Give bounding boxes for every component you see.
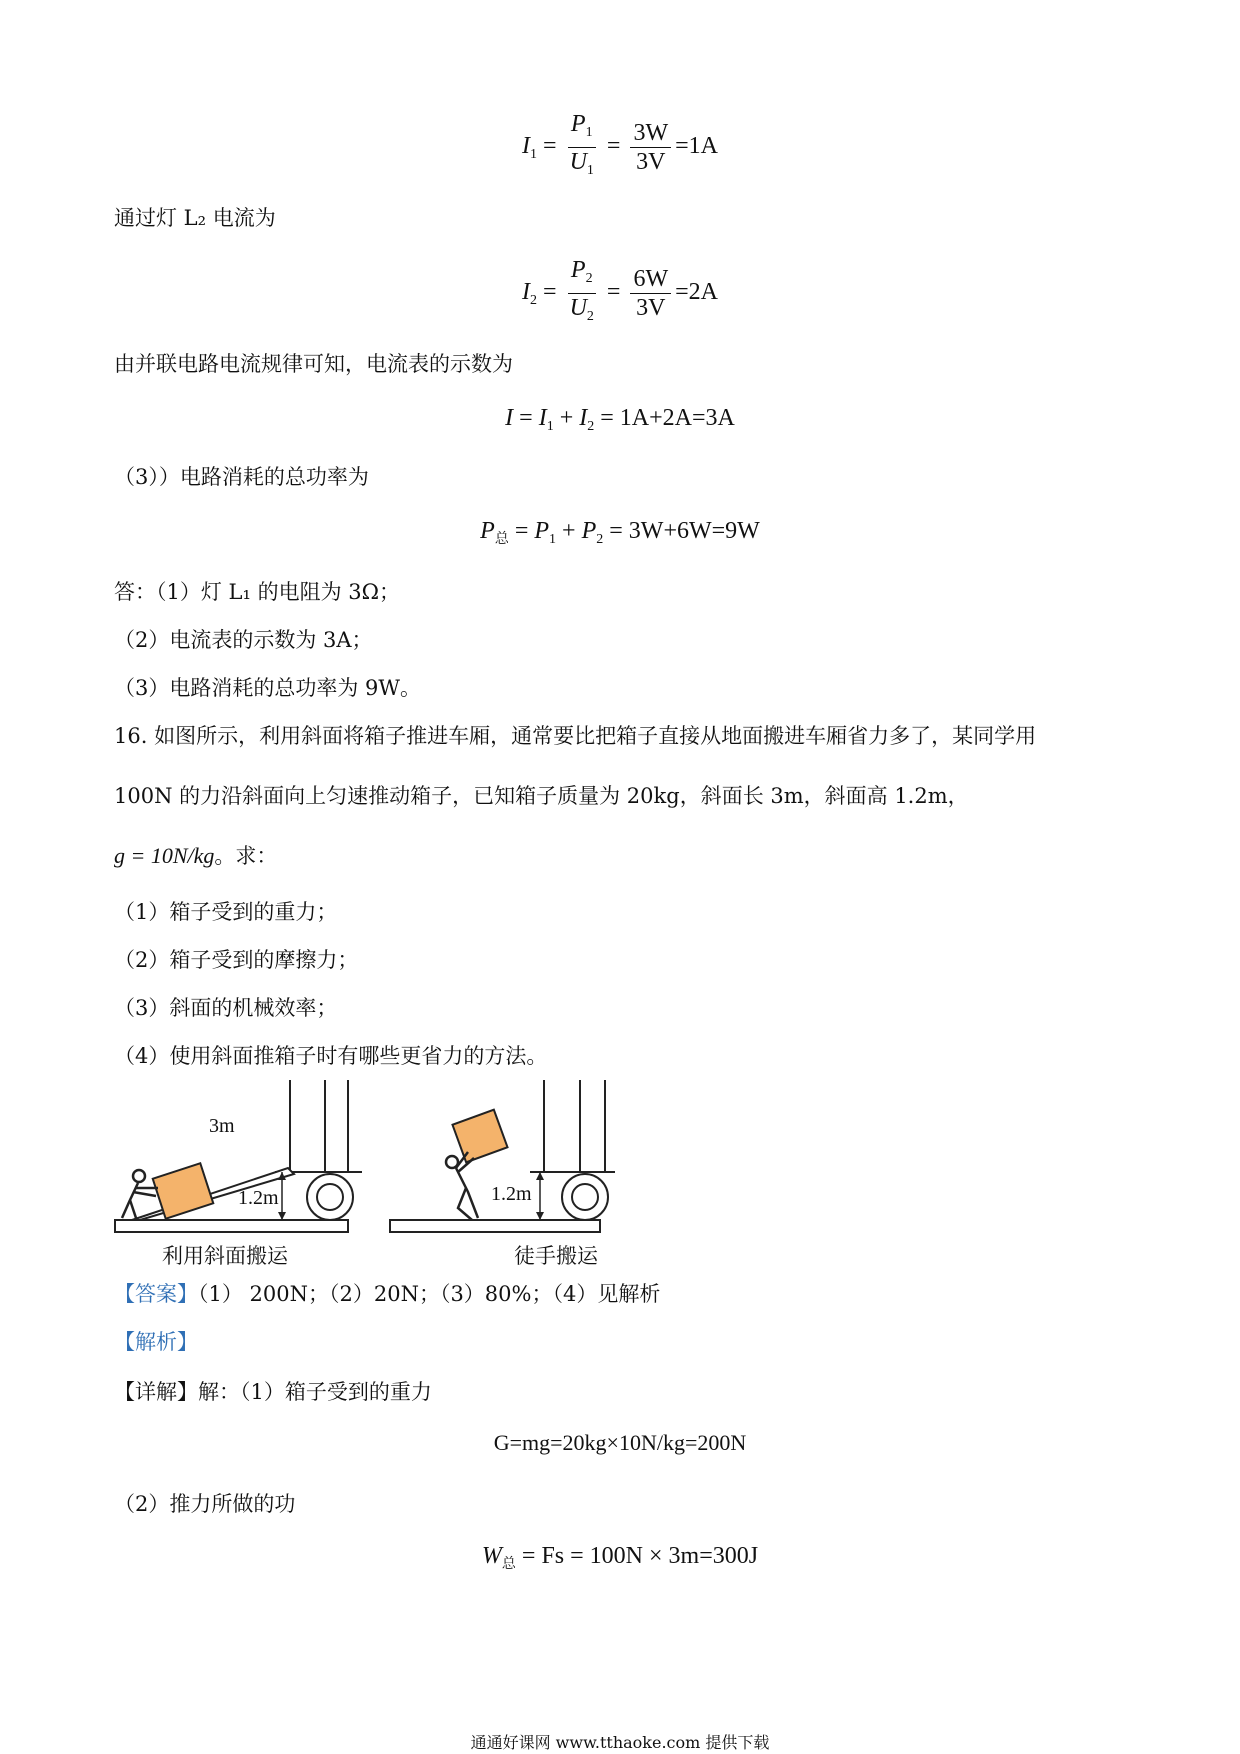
left-length-label: 3m bbox=[209, 1115, 235, 1137]
question16-line2: 100N 的力沿斜面向上匀速推动箱子，已知箱子质量为 20kg，斜面长 3m，斜面高 1.2m， bbox=[114, 784, 969, 808]
text-power: （3））电路消耗的总功率为 bbox=[114, 465, 369, 489]
equation-i2: $I_2$ = $\frac{P_2}{U_2}$ = $\frac{6W}{3V}$ =2A bbox=[522, 257, 718, 324]
left-caption: 利用斜面搬运 bbox=[162, 1244, 288, 1268]
left-height-label: 1.2m bbox=[238, 1187, 279, 1209]
analysis-tag: 【解析】 bbox=[114, 1330, 198, 1354]
equation-power: $P_总 = P_1 + P_2 = 3W+6W=9W$ bbox=[480, 518, 760, 547]
person-pushing bbox=[122, 1170, 158, 1218]
equation-i1: $I_1$ = $\frac{P_1}{U_1}$ = $\frac{3W}{3V}$ =1A bbox=[522, 111, 718, 178]
question16-line3: g = 10N/kg。求： bbox=[114, 843, 278, 868]
answer-tag: 【答案】 bbox=[114, 1282, 198, 1306]
answer-2: （2）电流表的示数为 3A； bbox=[114, 628, 373, 652]
answer-line: 【答案】（1） 200N；（2）20N；（3）80%；（4）见解析 bbox=[114, 1282, 661, 1306]
question16-sub1: （1）箱子受到的重力； bbox=[114, 900, 338, 924]
detail-line: 【详解】解：（1）箱子受到的重力 bbox=[114, 1380, 432, 1404]
question16-line1: 16. 如图所示，利用斜面将箱子推进车厢，通常要比把箱子直接从地面搬进车厢省力多了，某同学用 bbox=[114, 724, 1037, 748]
right-ground bbox=[390, 1220, 600, 1232]
equation-work: $W_总 = Fs = 100N \times 3m=300J$ bbox=[481, 1543, 759, 1572]
right-truck bbox=[530, 1080, 615, 1220]
left-truck bbox=[275, 1080, 362, 1220]
work-text: （2）推力所做的功 bbox=[114, 1492, 296, 1516]
left-ground bbox=[115, 1220, 348, 1232]
text-parallel: 由并联电路电流规律可知，电流表的示数为 bbox=[114, 352, 513, 376]
question16-sub2: （2）箱子受到的摩擦力； bbox=[114, 948, 359, 972]
person-lifting bbox=[446, 1152, 478, 1220]
right-height-label: 1.2m bbox=[491, 1183, 532, 1205]
answer-3: （3）电路消耗的总功率为 9W。 bbox=[114, 676, 421, 700]
question16-sub4: （4）使用斜面推箱子时有哪些更省力的方法。 bbox=[114, 1044, 548, 1068]
box-lifted bbox=[452, 1110, 507, 1163]
ramp-figure bbox=[100, 1080, 720, 1240]
footer: 通通好课网 www.tthaoke.com 提供下载 bbox=[470, 1733, 770, 1752]
text-l2-current: 通过灯 L₂ 电流为 bbox=[114, 206, 276, 230]
equation-total-current: $I = I_1 + I_2 = 1A+2A=3A$ bbox=[505, 405, 735, 434]
right-caption: 徒手搬运 bbox=[514, 1244, 598, 1268]
equation-gravity: G=mg=20kg×10N/kg=200N bbox=[493, 1430, 747, 1455]
question16-sub3: （3）斜面的机械效率； bbox=[114, 996, 338, 1020]
answer-1: 答：（1）灯 L₁ 的电阻为 3Ω； bbox=[114, 580, 401, 604]
